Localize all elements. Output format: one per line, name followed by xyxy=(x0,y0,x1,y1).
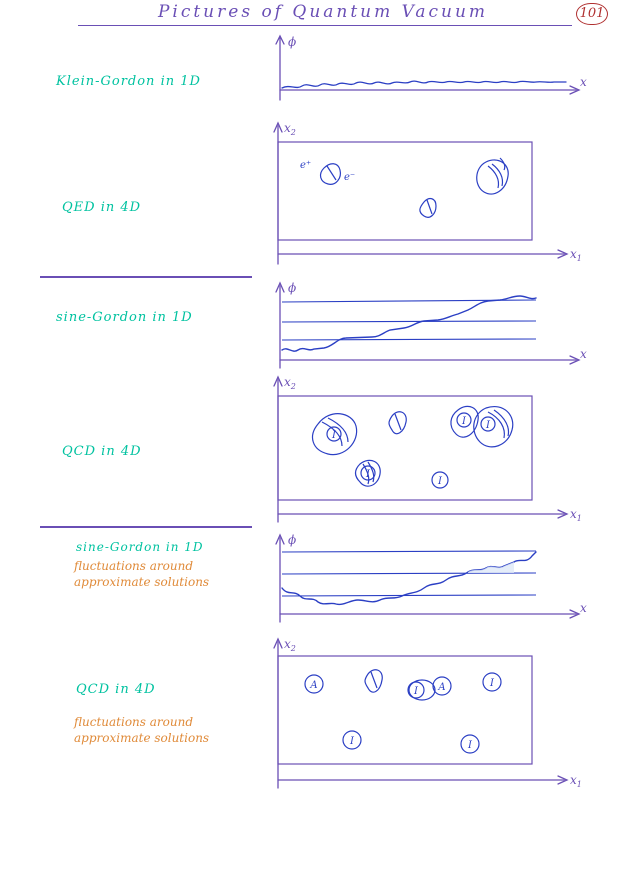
annotation-instanton-2: I xyxy=(462,416,466,427)
axis-label-y-6: $x_2$ xyxy=(284,637,296,653)
plot-sine-gordon-fluctuations xyxy=(268,530,598,630)
axis-label-x-4: $x_1$ xyxy=(570,507,582,523)
plot-qed-4d xyxy=(264,118,604,270)
annotation-instanton-4: I xyxy=(366,469,370,480)
axis-label-y-5: ϕ xyxy=(288,533,297,547)
annotation-i-4: I xyxy=(468,740,472,751)
axis-label-x-5: x xyxy=(580,601,587,615)
axis-label-x-2: $x_1$ xyxy=(570,247,582,263)
axis-label-y-3: ϕ xyxy=(288,281,297,295)
plot-sine-gordon-1d xyxy=(268,276,598,376)
panel-label-sine-gordon: sine-Gordon in 1D xyxy=(56,310,193,325)
annotation-a-2: A xyxy=(438,682,446,693)
panel-sublabel-sine-gordon-fluct xyxy=(74,558,209,590)
sublabel-line-1: fluctuations around xyxy=(74,559,193,573)
axis-label-y-1: ϕ xyxy=(288,35,297,49)
panel-label-sine-gordon-fluct: sine-Gordon in 1D xyxy=(76,540,204,554)
annotation-i-3: I xyxy=(350,736,354,747)
axis-label-x-1: x xyxy=(580,75,587,89)
axis-label-y-2: $x_2$ xyxy=(284,121,296,137)
annotation-i-1: I xyxy=(414,686,418,697)
plot-qcd-fluctuations xyxy=(264,634,604,799)
title-underline xyxy=(78,25,572,26)
annotation-instanton-1: I xyxy=(332,430,336,441)
panel-label-klein-gordon: Klein-Gordon in 1D xyxy=(56,74,201,89)
page-title: Pictures of Quantum Vacuum xyxy=(157,2,489,22)
annotation-i-2: I xyxy=(490,678,494,689)
section-divider-2 xyxy=(40,526,252,528)
sublabel-line-4: approximate solutions xyxy=(74,731,210,745)
plot-klein-gordon-1d xyxy=(268,32,598,102)
axis-label-x-6: $x_1$ xyxy=(570,773,582,789)
annotation-e-plus: e⁺ xyxy=(300,160,312,171)
annotation-instanton-3: I xyxy=(486,420,490,431)
section-divider-1 xyxy=(40,276,252,278)
plot-qcd-4d xyxy=(264,372,604,532)
annotation-e-minus: e⁻ xyxy=(344,172,356,183)
annotation-instanton-5: I xyxy=(438,476,442,487)
panel-label-qcd: QCD in 4D xyxy=(62,444,142,459)
axis-label-y-4: $x_2$ xyxy=(284,375,296,391)
sublabel-line-3: fluctuations around xyxy=(74,715,193,729)
panel-label-qcd-fluct: QCD in 4D xyxy=(76,682,156,697)
panel-label-qed: QED in 4D xyxy=(62,200,142,215)
annotation-a-1: A xyxy=(310,680,318,691)
sublabel-line-2: approximate solutions xyxy=(74,575,210,589)
panel-sublabel-qcd-fluct xyxy=(74,714,209,746)
axis-label-x-3: x xyxy=(580,347,587,361)
page-number-badge: 101 xyxy=(576,3,608,25)
